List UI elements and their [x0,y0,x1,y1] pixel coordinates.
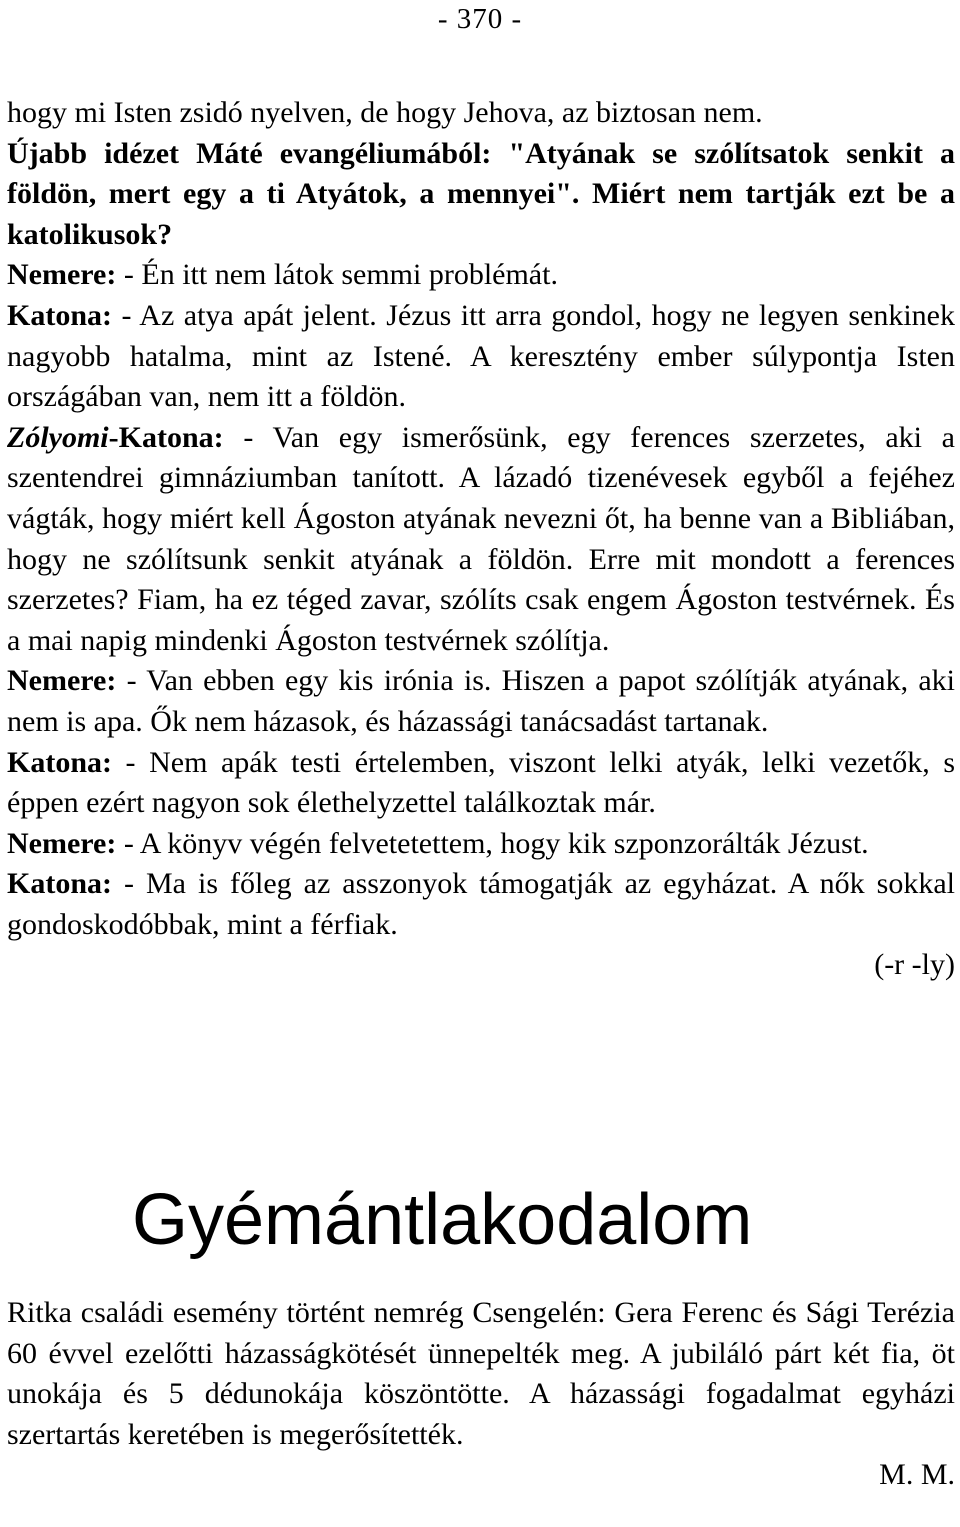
speaker-name: Nemere: [7,664,117,698]
question-text: Újabb idézet Máté evangéliumából: "Atyának se szólítsatok senkit a földön, mert egy a ti Atyátok, a mennyei". Miért nem tartják ezt be a katolikusok? [7,136,955,251]
speaker-name: Katona: [7,867,112,901]
news-body: Ritka családi esemény történt nemrég Csengelén: Gera Ferenc és Sági Terézia 60 évvel ezelőtti házasságkötését ünnepelték meg. A jubiláló párt két fia, öt unokája és 5 dédunokája köszöntötte. A házassági fogadalmat egyházi szertartás keretében is megerősítették. [7,1296,955,1451]
turn-text: - Van ebben egy kis irónia is. Hiszen a papot szólítják atyának, aki nem is apa. Ők nem házasok, és házassági tanácsadást tartanak. [7,664,955,738]
dialogue-turn [7,864,955,945]
dialogue-turn [7,824,955,865]
article-opening: hogy mi Isten zsidó nyelven, de hogy Jehova, az biztosan nem. [7,96,763,129]
dialogue-turn [7,255,955,296]
news-signature: M. M. [879,1458,955,1492]
turn-text: - Van egy ismerősünk, egy ferences szerzetes, aki a szentendrei gimnáziumban tanított. A lázadó tizenévesek egyből a fejéhez vágták, hogy miért kell Ágoston atyának nevezni őt, ha benne van a Bibliában, hogy ne szólítsunk senkit atyának a földön. Erre mit mondott a ferences szerzetes? Fiam, ha ez téged zavar, szólíts csak engem Ágoston testvérnek. És a mai napig mindenki Ágoston testvérnek szólítja. [7,420,955,657]
news-article [7,1293,955,1496]
dialogue-turn [7,743,955,824]
dialogue-turn [7,296,955,418]
speaker-name-rest: -Katona: [108,420,224,454]
speaker-name: Nemere: [7,258,117,292]
interview-article [7,93,955,986]
turn-text: - Ma is főleg az asszonyok támogatják az egyházat. A nők sokkal gondoskodóbbak, mint a férfiak. [7,867,955,941]
speaker-name: Katona: [7,298,112,332]
page-number: - 370 - [437,3,523,35]
dialogue-turn [7,661,955,742]
speaker-name-italic: Zólyomi [7,420,109,454]
article-signature: (-r -ly) [874,948,955,982]
turn-text: - Nem apák testi értelemben, viszont lelki atyák, lelki vezetők, s éppen ezért nagyon sok élethelyzettel találkoztak már. [7,745,955,820]
article-question [7,134,955,256]
speaker-name: Nemere: [7,826,117,860]
dialogue-turn [7,418,955,662]
news-heading: Gyémántlakodalom [132,1180,753,1260]
turn-text: - Az atya apát jelent. Jézus itt arra gondol, hogy ne legyen senkinek nagyobb hatalma, mint az Istené. A keresztény ember súlypontja Isten országában van, nem itt a földön. [7,298,955,414]
turn-text: - A könyv végén felvetetettem, hogy kik szponzorálták Jézust. [116,826,869,860]
speaker-name [7,421,224,454]
speaker-name: Katona: [7,745,112,779]
turn-text: - Én itt nem látok semmi problémát. [116,258,558,292]
